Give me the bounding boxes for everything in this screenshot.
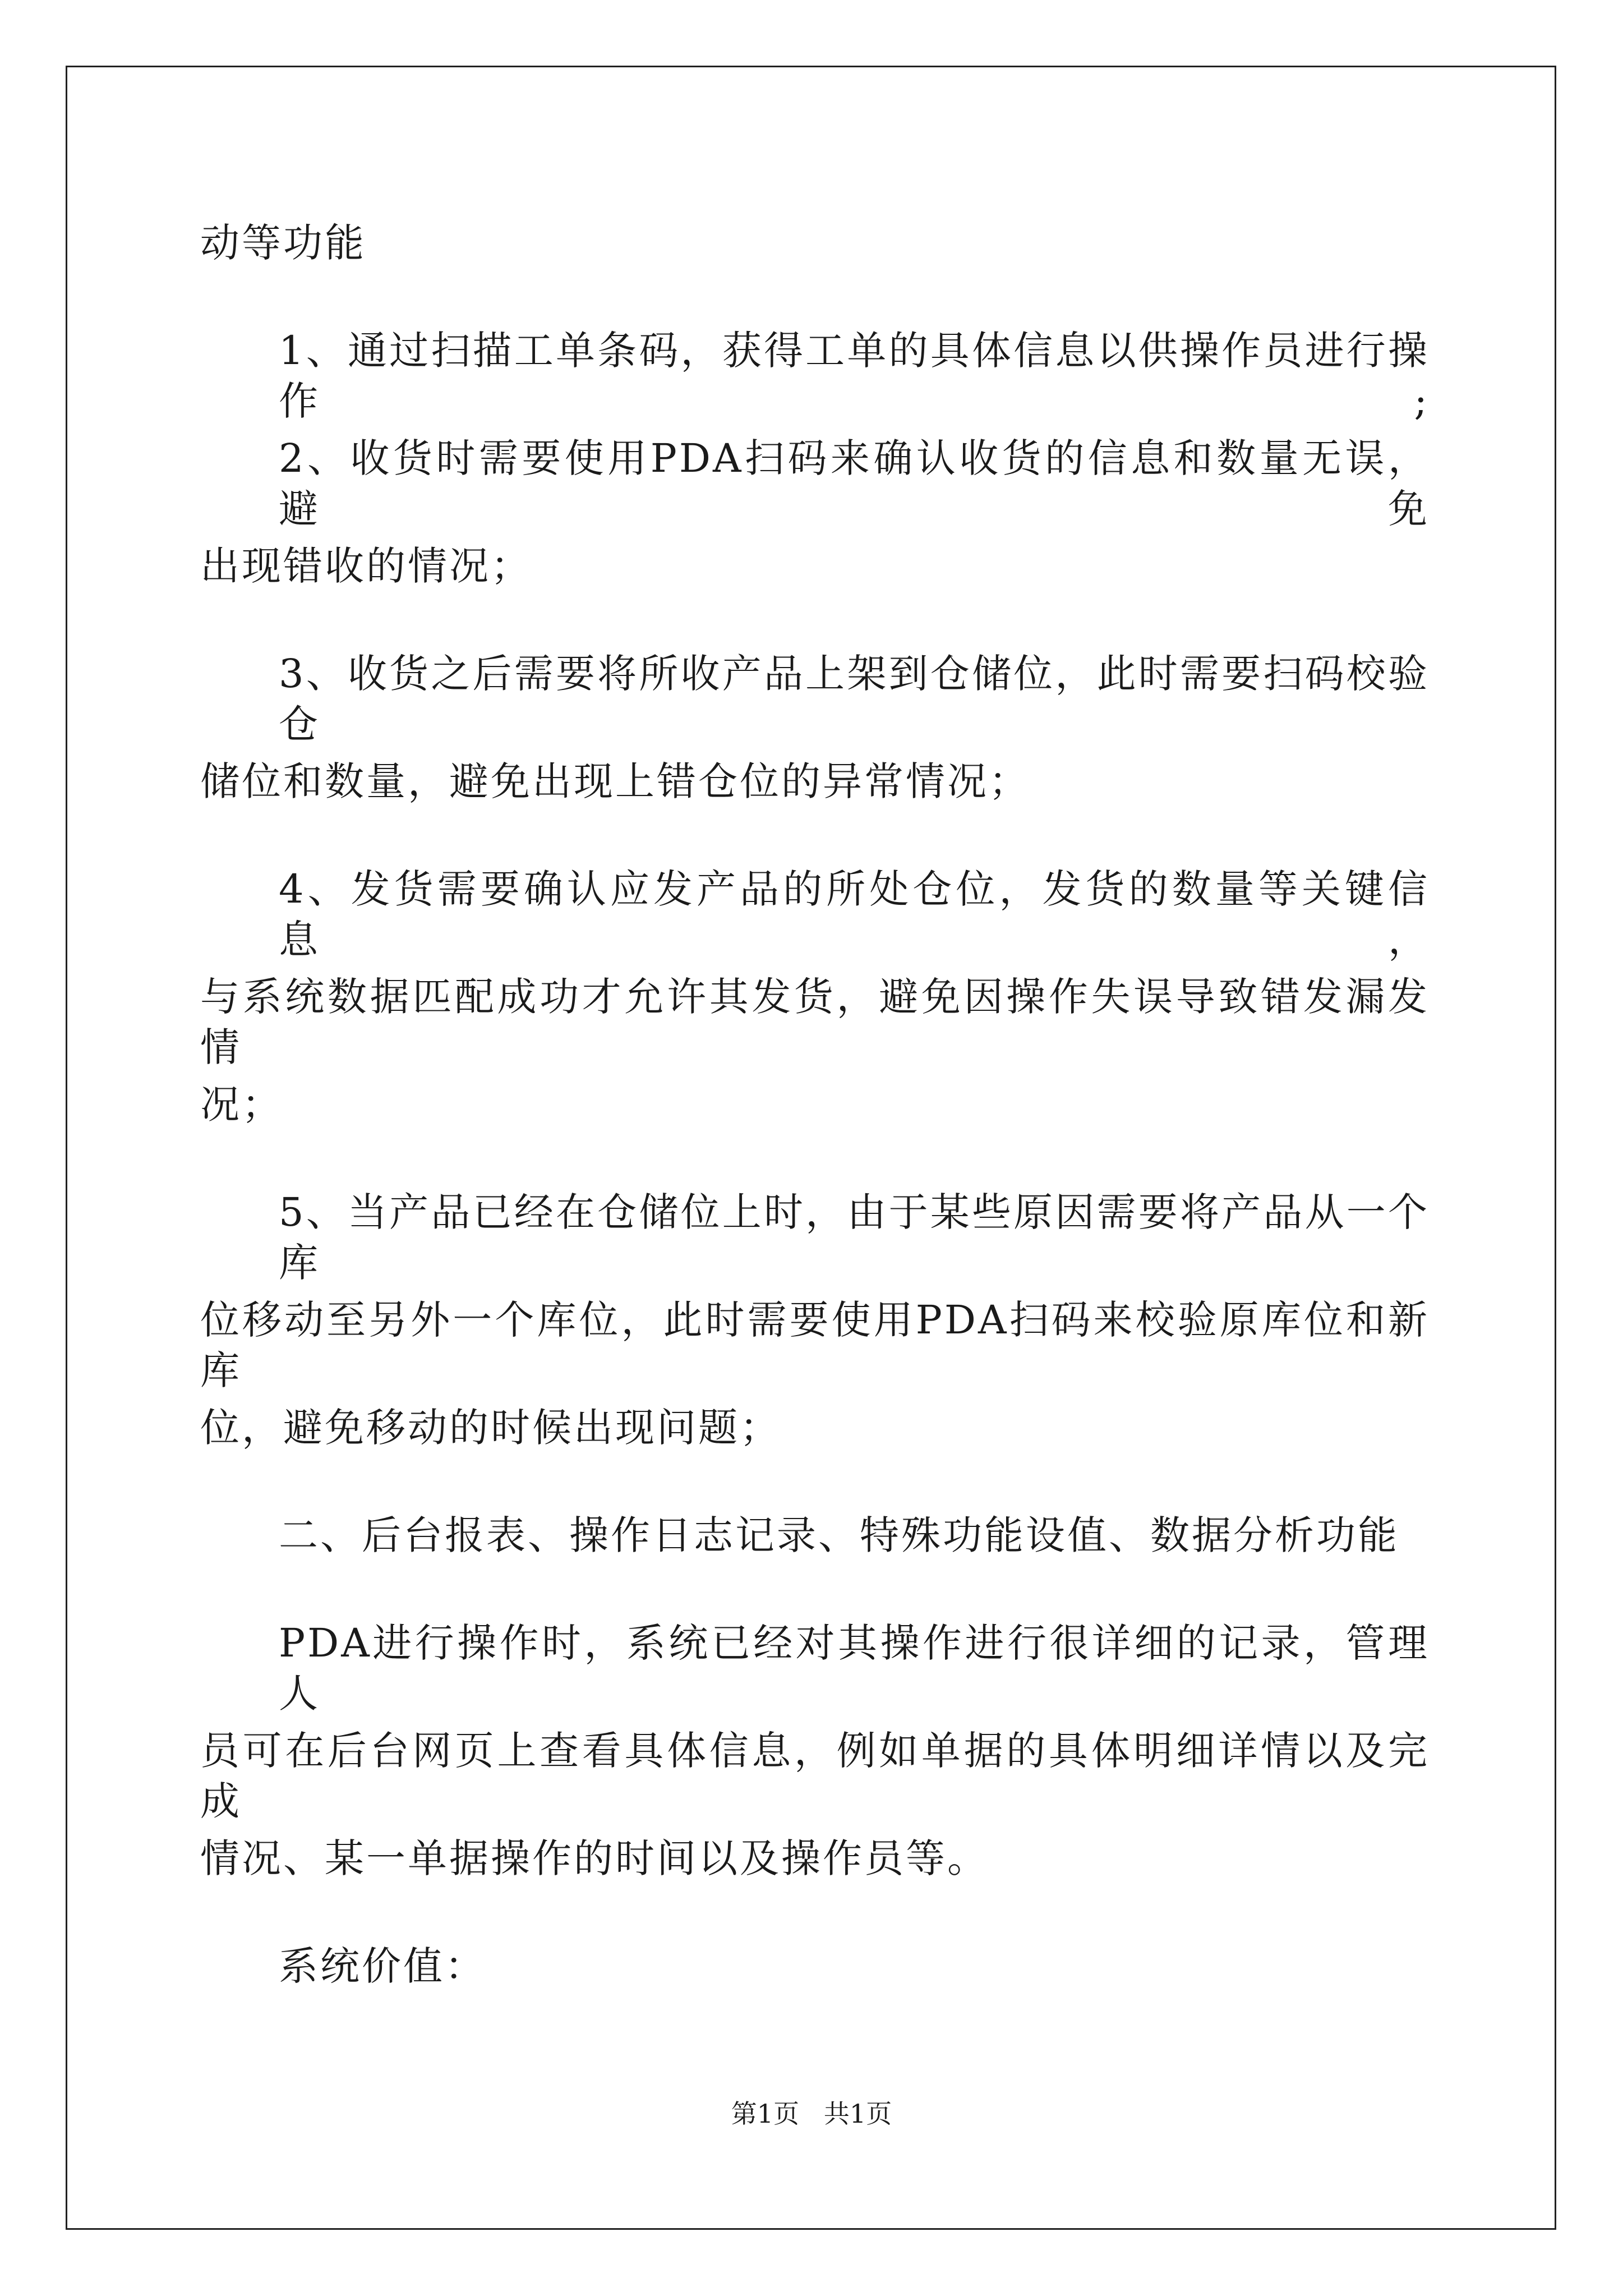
text-line: 位移动至另外一个库位，此时需要使用PDA扫码来校验原库位和新库: [200, 1297, 1430, 1393]
text-line: 情况、某一单据操作的时间以及操作员等。: [200, 1835, 989, 1881]
text-line: 5、当产品已经在仓储位上时，由于某些原因需要将产品从一个库: [279, 1189, 1430, 1286]
text-line: 位，避免移动的时候出现问题；: [200, 1405, 781, 1451]
text-line: 与系统数据匹配成功才允许其发货，避免因操作失误导致错发漏发情: [200, 974, 1430, 1070]
text-line: PDA进行操作时，系统已经对其操作进行很详细的记录，管理人: [279, 1620, 1430, 1717]
text-line: 员可在后台网页上查看具体信息，例如单据的具体明细详情以及完成: [200, 1728, 1430, 1824]
page-footer: 第1页 共1页: [731, 2099, 892, 2129]
text-line: 系统价值：: [279, 1943, 486, 1989]
text-line: 储位和数量，避免出现上错仓位的异常情况；: [200, 758, 1030, 804]
text-line: 2、收货时需要使用PDA扫码来确认收货的信息和数量无误，避免: [279, 435, 1430, 532]
section-heading: 二、后台报表、操作日志记录、特殊功能设值、数据分析功能: [279, 1512, 1399, 1558]
text-line: 4、发货需要确认应发产品的所处仓位，发货的数量等关键信息，: [279, 866, 1430, 963]
text-line: 动等功能: [200, 220, 366, 266]
text-line: 3、收货之后需要将所收产品上架到仓储位，此时需要扫码校验仓: [279, 651, 1430, 747]
text-line: 况；: [200, 1082, 283, 1128]
text-line: 1、通过扫描工单条码，获得工单的具体信息以供操作员进行操作;: [279, 328, 1430, 424]
text-line: 出现错收的情况；: [200, 543, 532, 589]
